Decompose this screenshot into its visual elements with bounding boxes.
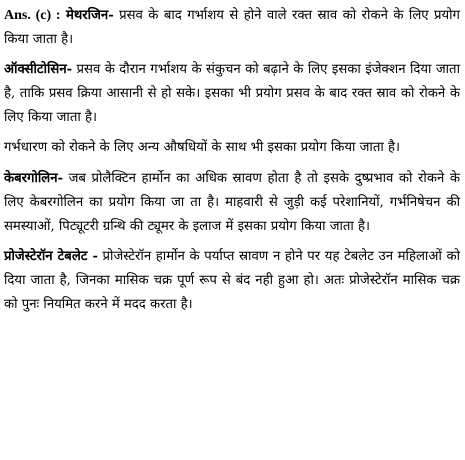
paragraph-oxytocin (4, 58, 460, 130)
term-cabergoline: केबरगोलिन- (4, 170, 64, 186)
paragraph-contraception (4, 136, 460, 160)
text-oxytocin: प्रसव के दौरान गर्भाशय के संकुचन को बढ़ाने के लिए इसका इंजेक्शन दिया जाता है, ताकि प्रसव क्रिया आसानी से हो सके। इसका भी प्रयोग प्रसव के बाद रक्त स्राव को रोकने के लिए किया जाता है। (4, 62, 460, 126)
text-progesterone: प्रोजेस्टेरॉन हार्मोन के पर्याप्त स्रावण न होने पर यह टेबलेट उन महिलाओं को दिया जाता है, जिनका मासिक चक्र पूर्ण रूप से बंद नही हुआ हो। अतः प्रोजेस्टेरॉन मासिक चक्र को पुनः नियमित करने में मदद करता है। (4, 248, 460, 313)
term-progesterone-tablet: प्रोजेस्टेरॉन टेबलेट - (4, 248, 98, 264)
paragraph-progesterone (4, 245, 460, 317)
text-contraception: गर्भधारण को रोकने के लिए अन्य औषधियों के साथ भी इसका प्रयोग किया जाता है। (4, 140, 400, 156)
paragraph-cabergoline (4, 167, 460, 239)
text-methergine: प्रसव के बाद गर्भाशय से होने वाले रक्त स्राव को रोकने के लिए प्रयोग किया जाता है। (4, 8, 460, 48)
paragraph-methergine (4, 4, 460, 52)
term-methergine: मेथरजिन- (65, 8, 114, 23)
text-cabergoline: जब प्रोलैक्टिन हार्मोन का अधिक स्रावण होता है तो इसके दुष्प्रभाव को रोकने के लिए केबरगोलिन का प्रयोग किया जा ता है। माहवारी से जुड़ी कई परेशानियों, गर्भनिषेचन की समस्याओं, पिट्यूटरी ग्रन्थि की ट्यूमर के इलाज में इसका प्रयोग किया जाता है। (4, 170, 460, 234)
term-oxytocin: ऑक्सीटोसिन- (4, 62, 73, 78)
answer-label: Ans. (c) : (4, 8, 61, 23)
